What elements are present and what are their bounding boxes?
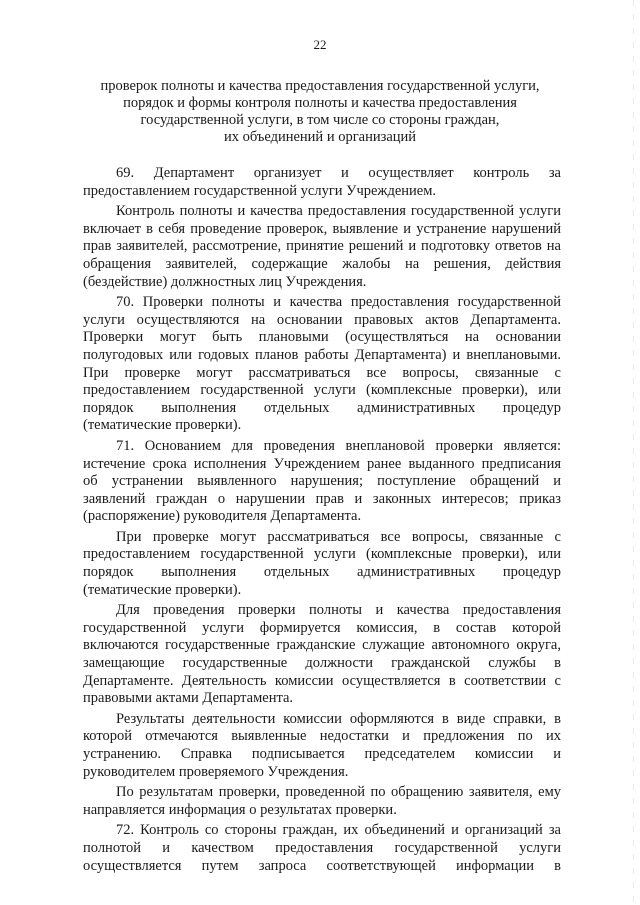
paragraph-line: порядок выполнения отдельных административных процедур (83, 399, 561, 416)
paragraph (83, 784, 561, 819)
paragraph-line: По результатам проверки, проведенной по обращению заявителя, ему (116, 784, 561, 801)
paragraph-line: Для проведения проверки полноты и качества предоставления (116, 602, 561, 619)
paragraph-line: 72. Контроль со стороны граждан, их объединений и организаций за (116, 822, 561, 839)
paragraph-line: включает в себя проведение проверок, выявление и устранение нарушений (83, 220, 561, 237)
paragraph-line: включаются государственные гражданские служащие автономного округа, (83, 637, 561, 654)
paragraph-line: устранению. Справка подписывается председателем комиссии и (83, 746, 561, 762)
paragraph (83, 602, 561, 708)
paragraph-line: 70. Проверки полноты и качества предоставления государственной (116, 294, 561, 311)
paragraph-line: предоставлением государственной услуги Учреждением. (83, 182, 437, 199)
paragraph-line: обращения заявителей, содержащие жалобы на решения, действия (83, 255, 561, 272)
heading-line: их объединений и организаций (223, 129, 417, 145)
paragraph-line: Департаменте. Деятельность комиссии осуществляется в соответствии с (83, 672, 561, 689)
paragraph-line: предоставлением государственной услуги (комплексные проверки), или (83, 382, 561, 399)
paragraph-line: (бездействие) должностных лиц Учреждения. (83, 273, 367, 290)
paragraph-line: (тематические проверки). (83, 417, 242, 434)
paragraph-line: заявлений граждан о нарушении прав и законных интересов; приказ (83, 490, 561, 507)
paragraph (83, 294, 561, 435)
paragraph-line: 71. Основанием для проведения внеплановой проверки является: (116, 437, 561, 454)
heading-line: проверок полноты и качества предоставления государственной услуги, (100, 78, 540, 94)
paragraph-line: При проверке могут рассматриваться все вопросы, связанные с (116, 528, 561, 545)
paragraph-line: порядок выполнения отдельных административных процедур (83, 564, 561, 581)
paragraph (83, 822, 561, 875)
scan-edge-artifact (633, 0, 634, 905)
paragraph (83, 203, 561, 291)
paragraph-line: услуги осуществляются на основании правовых актов Департамента. (83, 311, 561, 328)
paragraph-line: Контроль полноты и качества предоставления государственной услуги (116, 203, 561, 220)
paragraph-line: 69. Департамент организует и осуществляет контроль за (116, 165, 561, 181)
paragraph-line: (распоряжение) руководителя Департамента. (83, 508, 362, 525)
paragraph-line: Результаты деятельности комиссии оформляются в виде справки, в (116, 710, 561, 727)
paragraph (83, 438, 561, 526)
document-body (83, 165, 561, 875)
paragraph-line: При проверке могут рассматриваться все вопросы, связанные с (83, 364, 561, 381)
paragraph-line: полнотой и качеством предоставления государственной услуги (83, 839, 561, 856)
page-number: 22 (313, 37, 327, 52)
paragraph-line: об устранении выявленного нарушения; поступление обращений и (83, 473, 561, 490)
paragraph-line: (тематические проверки). (83, 581, 242, 598)
heading-line: порядок и формы контроля полноты и качества предоставления (123, 95, 517, 111)
paragraph-line: которой отмечаются выявленные недостатки и предложения по их (83, 728, 561, 745)
paragraph-line: замещающие государственные должности гражданской службы в (83, 655, 561, 672)
paragraph-line: полугодовых или годовых планов работы Департамента) и внеплановыми. (83, 346, 561, 363)
section-heading (80, 78, 560, 146)
paragraph (83, 529, 561, 599)
paragraph-line: правовыми актами Департамента. (83, 690, 294, 707)
paragraph-line: руководителем проверяемого Учреждения. (83, 763, 349, 780)
paragraph-line: истечение срока исполнения Учреждением ранее выданного предписания (83, 455, 561, 472)
paragraph-line: направляется информация о результатах проверки. (83, 801, 397, 818)
heading-line: государственной услуги, в том числе со стороны граждан, (140, 112, 500, 128)
paragraph (83, 165, 561, 200)
paragraph-line: предоставлением государственной услуги (комплексные проверки), или (83, 546, 561, 563)
paragraph (83, 711, 561, 781)
paragraph-line: осуществляется путем запроса соответствующей информации в (83, 857, 561, 874)
paragraph-line: государственной услуги формируется комиссия, в состав которой (83, 619, 561, 636)
paragraph-line: прав заявителей, рассмотрение, принятие решений и подготовку ответов на (83, 238, 561, 255)
paragraph-line: Проверки могут быть плановыми (осуществляться на основании (83, 329, 561, 346)
